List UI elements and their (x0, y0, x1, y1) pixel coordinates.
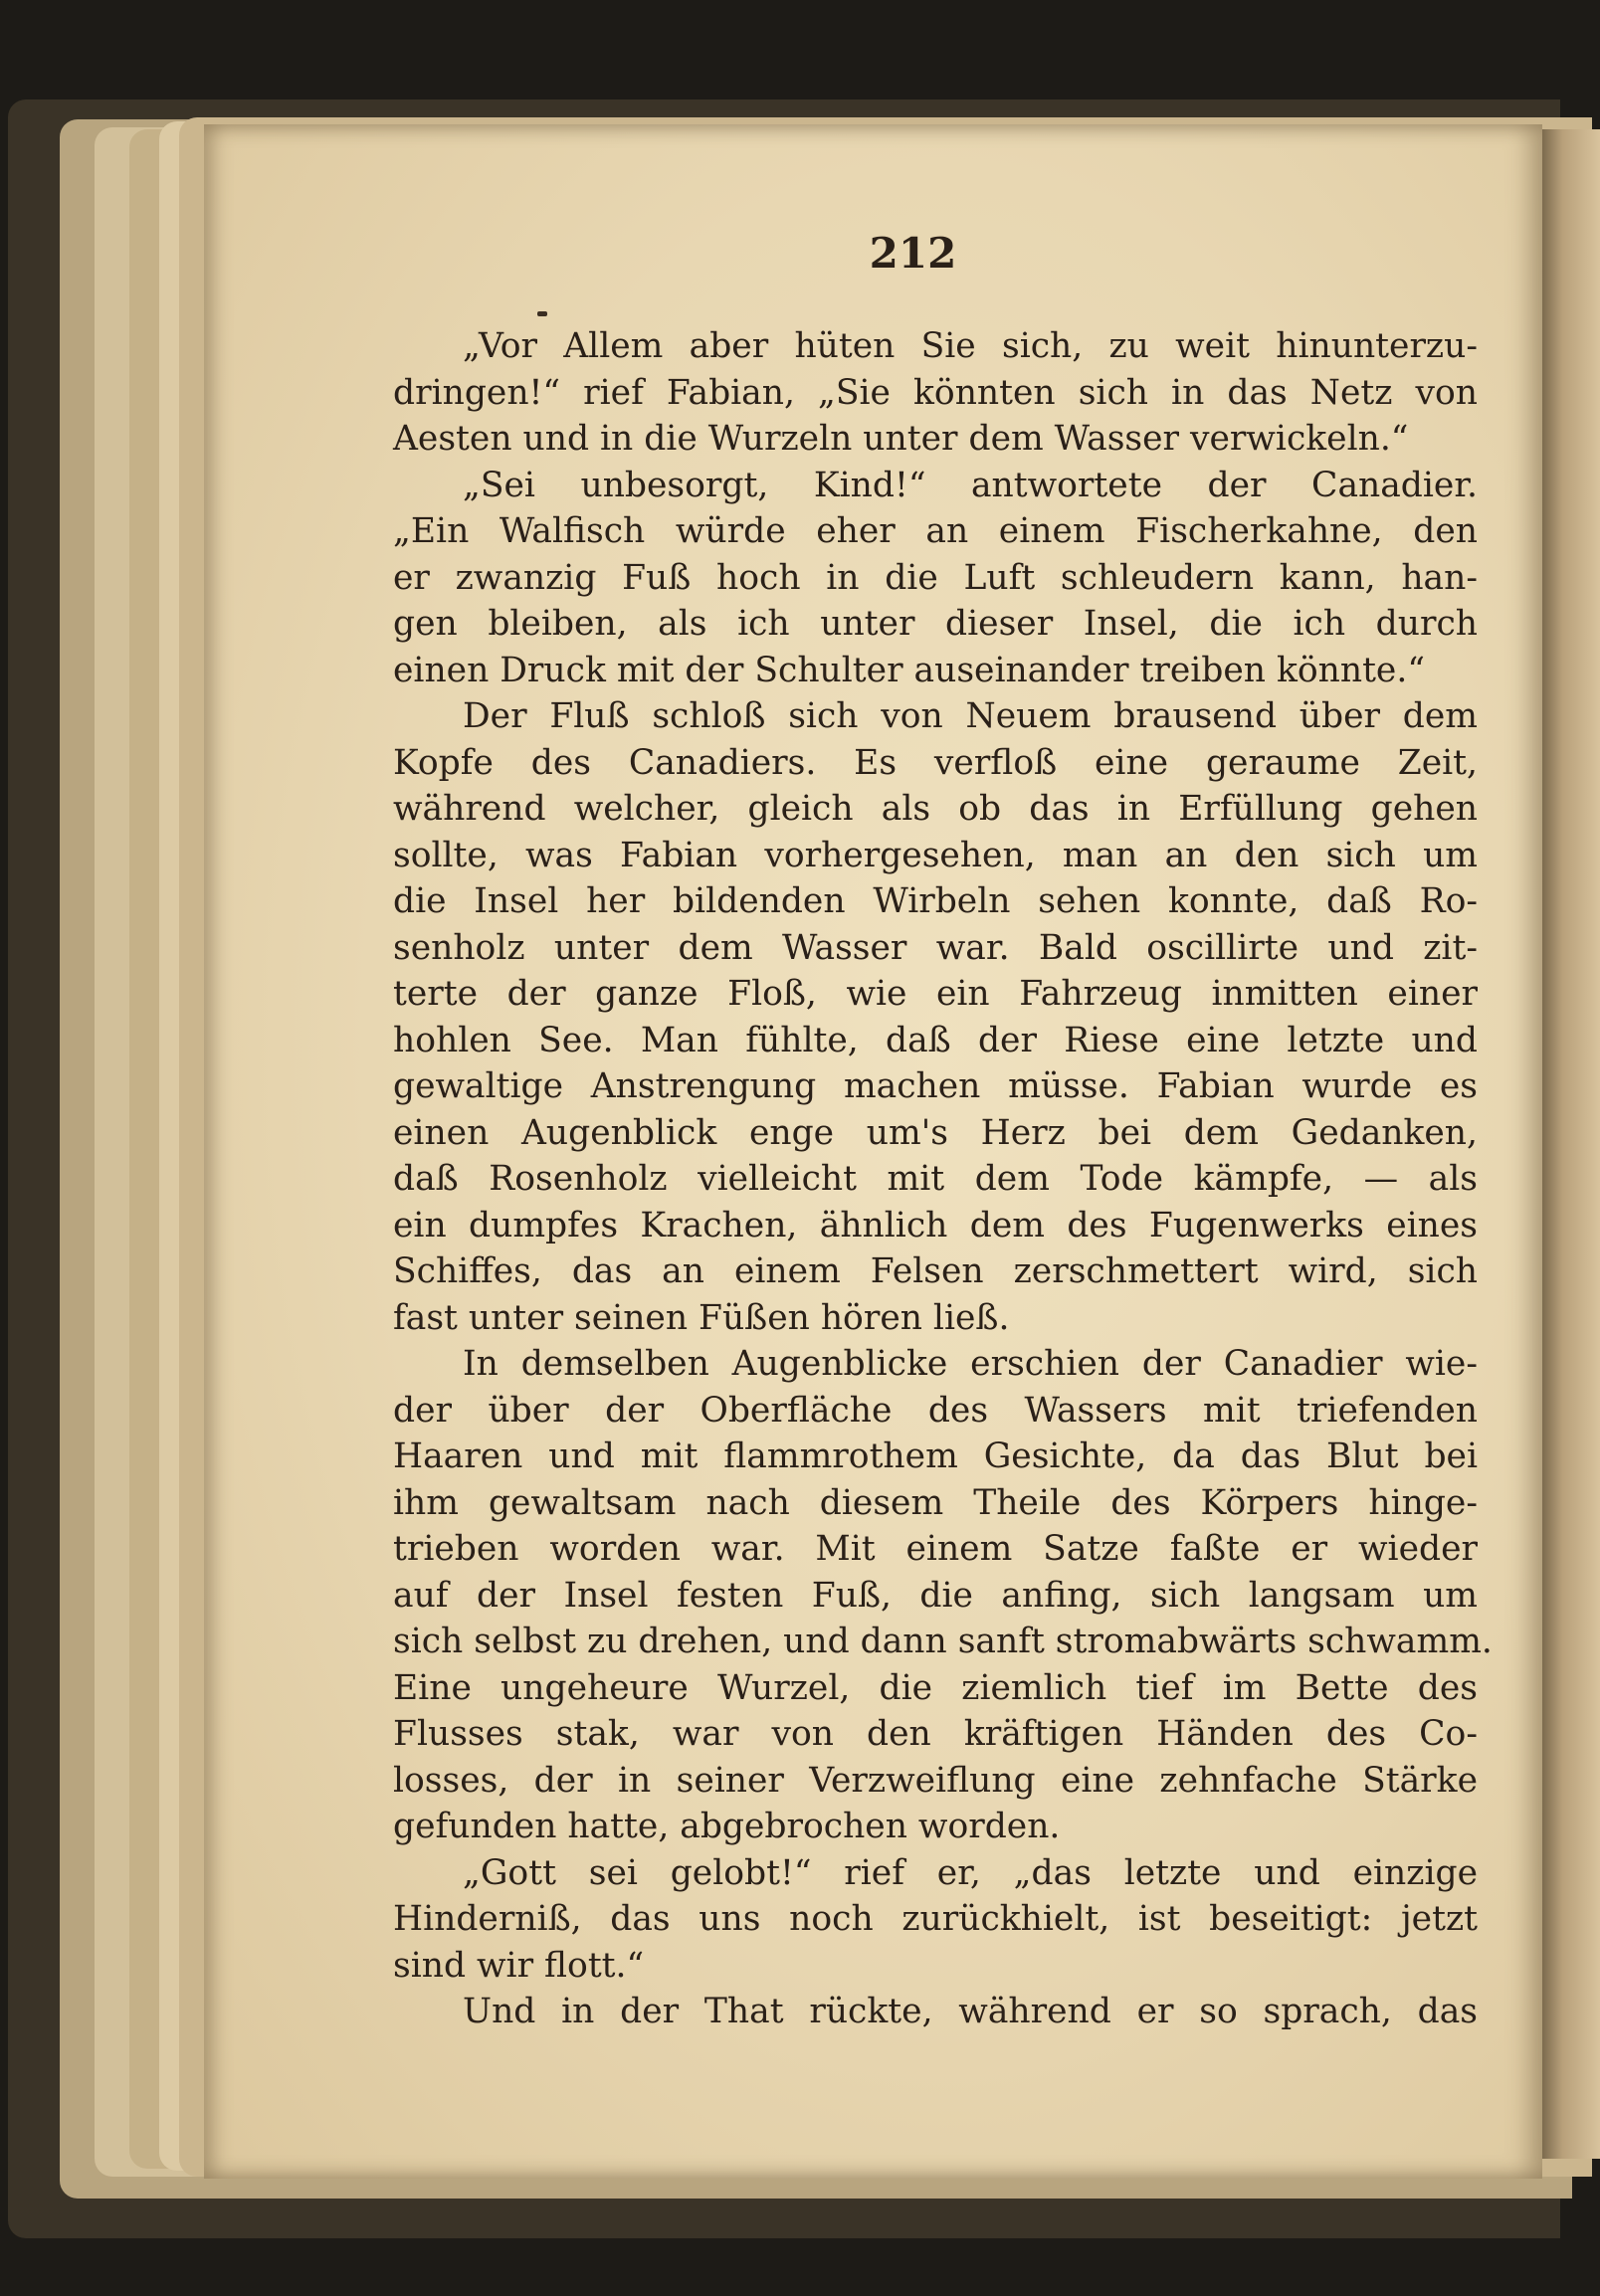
text-line: der über der Oberfläche des Wassers mit triefenden (393, 1390, 1478, 1431)
text-line: die Insel her bildenden Wirbeln sehen konnte, daß Ro- (393, 881, 1478, 921)
text-line: senholz unter dem Wasser war. Bald oscillirte und zit- (393, 927, 1478, 968)
page-body-text (393, 323, 1493, 2035)
text-line: Schiffes, das an einem Felsen zerschmettert wird, sich (393, 1251, 1478, 1291)
text-line: „Gott sei gelobt!“ rief er, „das letzte und einzige (463, 1852, 1478, 1893)
text-line: Der Fluß schloß sich von Neuem brausend über dem (463, 696, 1478, 736)
text-line: „Sei unbesorgt, Kind!“ antwortete der Canadier. (463, 465, 1478, 505)
text-line: daß Rosenholz vielleicht mit dem Tode kämpfe, — als (393, 1159, 1478, 1199)
text-line: Flusses stak, war von den kräftigen Händen des Co- (393, 1714, 1478, 1754)
text-line: terte der ganze Floß, wie ein Fahrzeug inmitten einer (393, 974, 1478, 1014)
text-line: hohlen See. Man fühlte, daß der Riese eine letzte und (393, 1020, 1478, 1060)
text-line: sich selbst zu drehen, und dann sanft stromabwärts schwamm. (393, 1622, 1493, 1661)
facing-page-edge (1537, 129, 1600, 2159)
text-line: losses, der in seiner Verzweiflung eine zehnfache Stärke (393, 1760, 1478, 1801)
text-line: Eine ungeheure Wurzel, die ziemlich tief im Bette des (393, 1667, 1478, 1708)
text-line: „Vor Allem aber hüten Sie sich, zu weit hinunterzu- (463, 326, 1478, 366)
ink-speck (537, 311, 547, 316)
text-line: einen Druck mit der Schulter auseinander treiben könnte.“ (393, 650, 1425, 690)
text-line: gen bleiben, als ich unter dieser Insel, die ich durch (393, 604, 1478, 644)
text-line: Haaren und mit flammrothem Gesichte, da das Blut bei (393, 1436, 1478, 1476)
text-line: ein dumpfes Krachen, ähnlich dem des Fugenwerks eines (393, 1205, 1478, 1245)
text-line: gewaltige Anstrengung machen müsse. Fabian wurde es (393, 1066, 1478, 1106)
text-line: In demselben Augenblicke erschien der Canadier wie- (463, 1344, 1478, 1384)
text-line: dringen!“ rief Fabian, „Sie könnten sich in das Netz von (393, 372, 1478, 413)
text-line: sollte, was Fabian vorhergesehen, man an den sich um (393, 835, 1478, 875)
text-line: Aesten und in die Wurzeln unter dem Wasser verwickeln.“ (393, 419, 1409, 459)
page-number: 212 (869, 229, 957, 278)
text-line: gefunden hatte, abgebrochen worden. (393, 1807, 1061, 1846)
text-line: Hinderniß, das uns noch zurückhielt, ist beseitigt: jetzt (393, 1899, 1478, 1939)
text-line: Kopfe des Canadiers. Es verfloß eine geraume Zeit, (393, 742, 1478, 783)
text-line: ihm gewaltsam nach diesem Theile des Körpers hinge- (393, 1482, 1478, 1523)
text-line: „Ein Walfisch würde eher an einem Fischerkahne, den (393, 511, 1478, 551)
text-line: trieben worden war. Mit einem Satze faßte er wieder (393, 1529, 1478, 1569)
text-line: Und in der That rückte, während er so sprach, das (463, 1992, 1478, 2031)
text-line: während welcher, gleich als ob das in Erfüllung gehen (393, 789, 1478, 829)
text-line: einen Augenblick enge um's Herz bei dem Gedanken, (393, 1112, 1478, 1153)
text-line: fast unter seinen Füßen hören ließ. (393, 1297, 1010, 1338)
text-line: er zwanzig Fuß hoch in die Luft schleudern kann, han- (393, 557, 1478, 598)
text-line: sind wir flott.“ (393, 1945, 645, 1986)
text-line: auf der Insel festen Fuß, die anfing, sich langsam um (393, 1575, 1478, 1616)
